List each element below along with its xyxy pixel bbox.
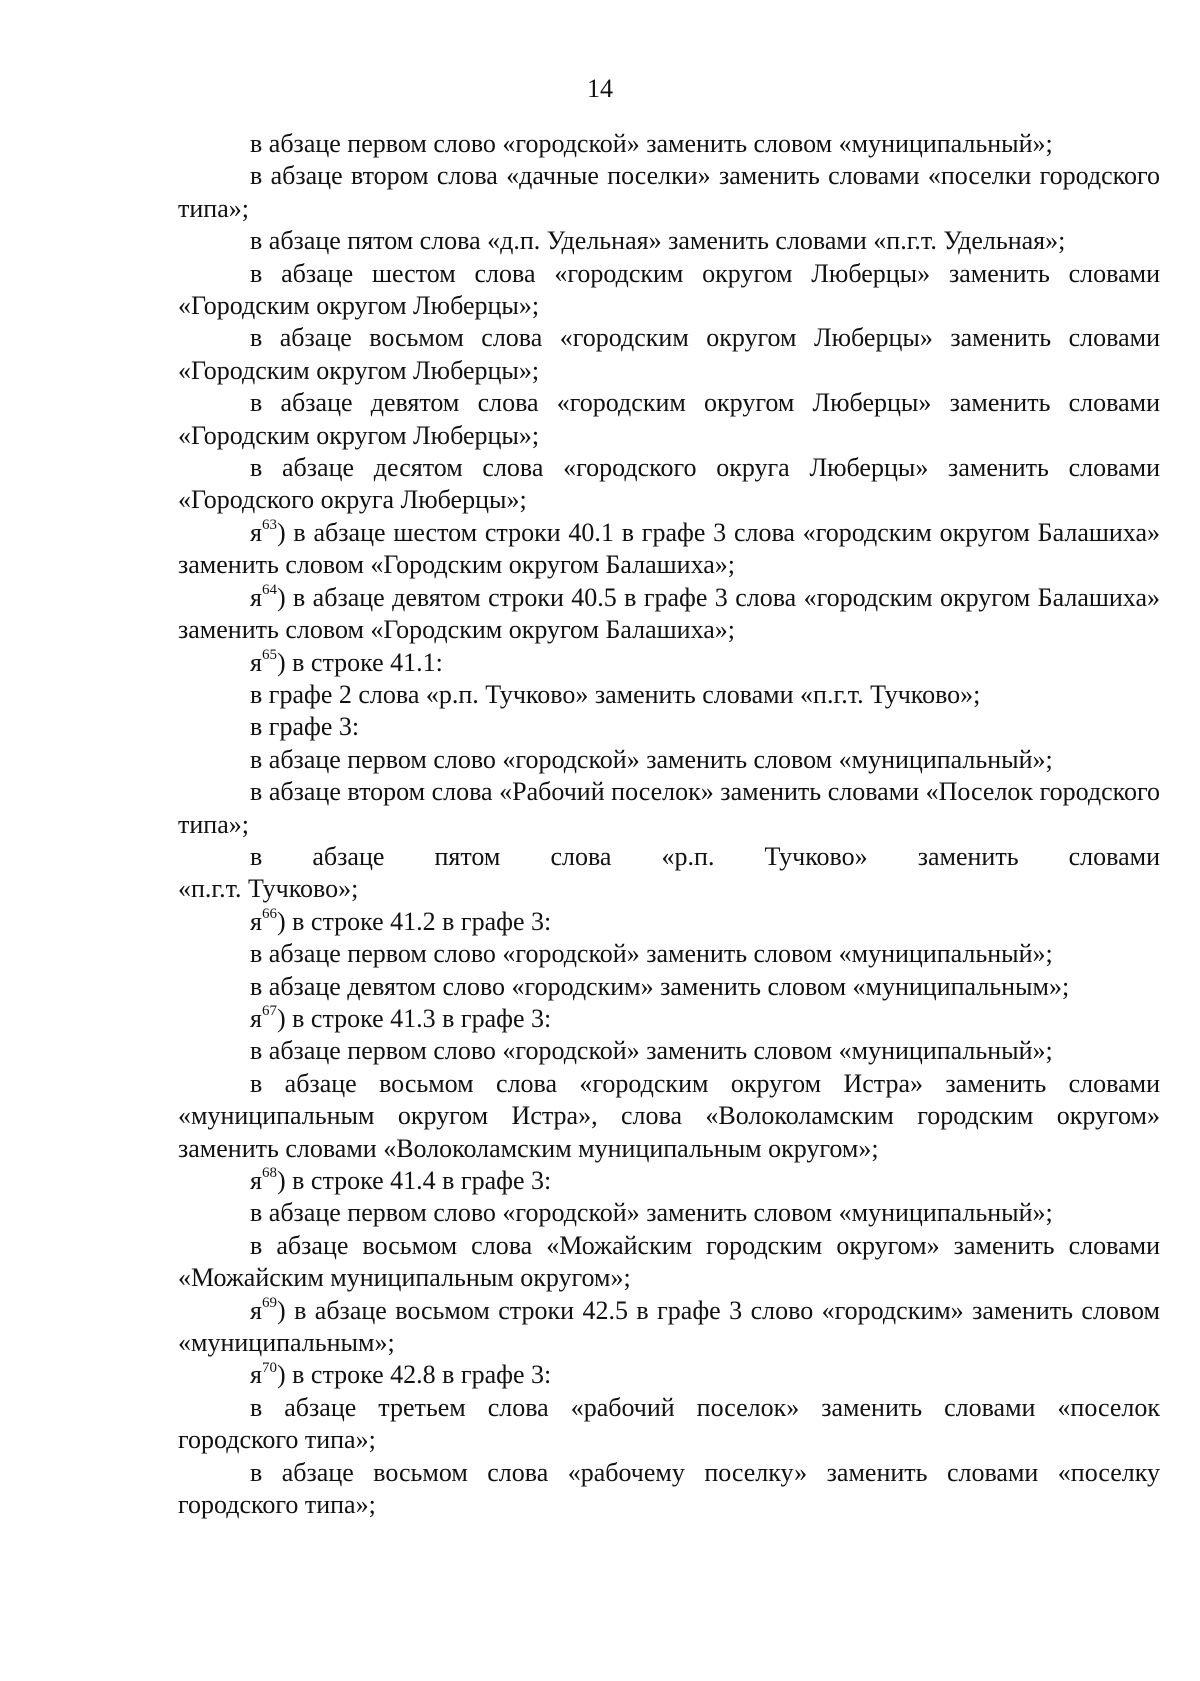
- paragraph: [178, 225, 1160, 257]
- paragraph-text: в абзаце восьмом слова «городским округом Истра» заменить словами «муниципальным округом Истра», слова «Волоколамским городским округом» заменить словами «Волоколамским муниципальным округом»;: [178, 1068, 1160, 1163]
- paragraph-text: в абзаце первом слово «городской» заменить словом «муниципальный»;: [250, 129, 1053, 158]
- paragraph: [178, 1230, 1160, 1295]
- paragraph-text: ) в строке 41.1:: [276, 647, 443, 677]
- paragraph-text: в абзаце восьмом слова «рабочему поселку» заменить словами «поселку городского типа»;: [178, 1457, 1160, 1520]
- paragraph: [178, 1197, 1160, 1229]
- paragraph-text: в абзаце первом слово «городской» заменить словом «муниципальный»;: [250, 1198, 1053, 1228]
- paragraph: [178, 1165, 1160, 1197]
- paragraph: [178, 711, 1160, 743]
- paragraph-text: в абзаце пятом слова «д.п. Удельная» заменить словами «п.г.т. Удельная»;: [250, 226, 1066, 256]
- paragraph-text: в абзаце восьмом слова «Можайским городским округом» заменить словами «Можайским муниципальным округом»;: [178, 1230, 1160, 1293]
- item-superscript: 69: [261, 1294, 277, 1311]
- paragraph-text: в абзаце первом слово «городской» заменить словом «муниципальный»;: [250, 1036, 1053, 1066]
- paragraph-text: в абзаце девятом слово «городским» заменить словом «муниципальным»;: [250, 971, 1070, 1001]
- item-superscript: 64: [261, 582, 277, 599]
- page-number: 14: [587, 74, 613, 103]
- paragraph-text: в графе 3:: [250, 712, 360, 742]
- paragraph: [178, 776, 1160, 841]
- paragraph: [178, 1035, 1160, 1067]
- paragraph: [178, 906, 1160, 938]
- paragraph: [178, 744, 1160, 776]
- item-letter: я: [250, 1166, 262, 1195]
- paragraph: [178, 322, 1160, 387]
- item-superscript: 68: [261, 1165, 277, 1182]
- paragraph-text: в графе 2 слова «р.п. Тучково» заменить словами «п.г.т. Тучково»;: [250, 679, 981, 709]
- paragraph: [178, 452, 1160, 517]
- paragraph: [178, 647, 1160, 679]
- paragraph-text: ) в абзаце шестом строки 40.1 в графе 3 слова «городским округом Балашиха» заменить словом «Городским округом Балашиха»;: [178, 517, 1160, 580]
- item-letter: я: [250, 647, 262, 677]
- item-letter: я: [250, 906, 262, 936]
- item-superscript: 63: [261, 517, 277, 534]
- paragraph: [178, 387, 1160, 452]
- paragraph: [178, 841, 1160, 873]
- paragraph: [178, 160, 1160, 225]
- paragraph-text: ) в строке 41.2 в графе 3:: [276, 906, 552, 936]
- item-letter: я: [250, 1003, 262, 1033]
- paragraph: [178, 128, 1160, 160]
- paragraph-text: ) в строке 42.8 в графе 3:: [276, 1360, 552, 1390]
- paragraph-text: ) в строке 41.3 в графе 3:: [276, 1003, 552, 1033]
- document-body: [178, 128, 1160, 1521]
- item-superscript: 65: [261, 646, 277, 663]
- paragraph: [178, 1003, 1160, 1035]
- item-letter: я: [250, 1295, 262, 1325]
- item-letter: я: [250, 1360, 262, 1390]
- paragraph-text: ) в абзаце девятом строки 40.5 в графе 3 слова «городским округом Балашиха» заменить словом «Городским округом Балашиха»;: [178, 582, 1160, 645]
- paragraph: [178, 258, 1160, 323]
- paragraph-text: ) в строке 41.4 в графе 3:: [276, 1166, 552, 1195]
- paragraph-text: «п.г.т. Тучково»;: [178, 874, 359, 904]
- paragraph: [178, 679, 1160, 711]
- paragraph: [178, 1295, 1160, 1360]
- paragraph-text: в абзаце первом слово «городской» заменить словом «муниципальный»;: [250, 744, 1053, 774]
- paragraph: [178, 1359, 1160, 1391]
- paragraph-text: ) в абзаце восьмом строки 42.5 в графе 3 слово «городским» заменить словом «муниципальным»;: [178, 1295, 1160, 1358]
- paragraph: [178, 938, 1160, 970]
- paragraph: [178, 1392, 1160, 1457]
- paragraph-text: в абзаце девятом слова «городским округом Люберцы» заменить словами «Городским округом Люберцы»;: [178, 388, 1160, 450]
- paragraph-text: в абзаце восьмом слова «городским округом Люберцы» заменить словами «Городским округом Люберцы»;: [178, 323, 1160, 385]
- paragraph: [178, 1068, 1160, 1165]
- item-letter: я: [250, 582, 262, 612]
- paragraph-text: в абзаце втором слова «Рабочий поселок» заменить словами «Поселок городского типа»;: [178, 777, 1160, 839]
- paragraph-text: в абзаце десятом слова «городского округа Люберцы» заменить словами «Городского округа Люберцы»;: [178, 453, 1160, 515]
- paragraph-text: в абзаце втором слова «дачные поселки» заменить словами «поселки городского типа»;: [178, 161, 1160, 223]
- paragraph-text: в абзаце шестом слова «городским округом Люберцы» заменить словами «Городским округом Люберцы»;: [178, 258, 1160, 321]
- paragraph: [178, 873, 1160, 905]
- paragraph-text: в абзаце пятом слова «р.п. Тучково» заменить словами: [250, 841, 1160, 871]
- paragraph: [178, 517, 1160, 582]
- paragraph: [178, 971, 1160, 1003]
- paragraph: [178, 1457, 1160, 1522]
- item-superscript: 70: [261, 1359, 277, 1376]
- item-superscript: 67: [261, 1003, 277, 1020]
- item-superscript: 66: [261, 906, 277, 923]
- paragraph: [178, 582, 1160, 647]
- paragraph-text: в абзаце третьем слова «рабочий поселок» заменить словами «поселок городского типа»;: [178, 1392, 1160, 1455]
- item-letter: я: [250, 517, 262, 547]
- paragraph-text: в абзаце первом слово «городской» заменить словом «муниципальный»;: [250, 939, 1053, 969]
